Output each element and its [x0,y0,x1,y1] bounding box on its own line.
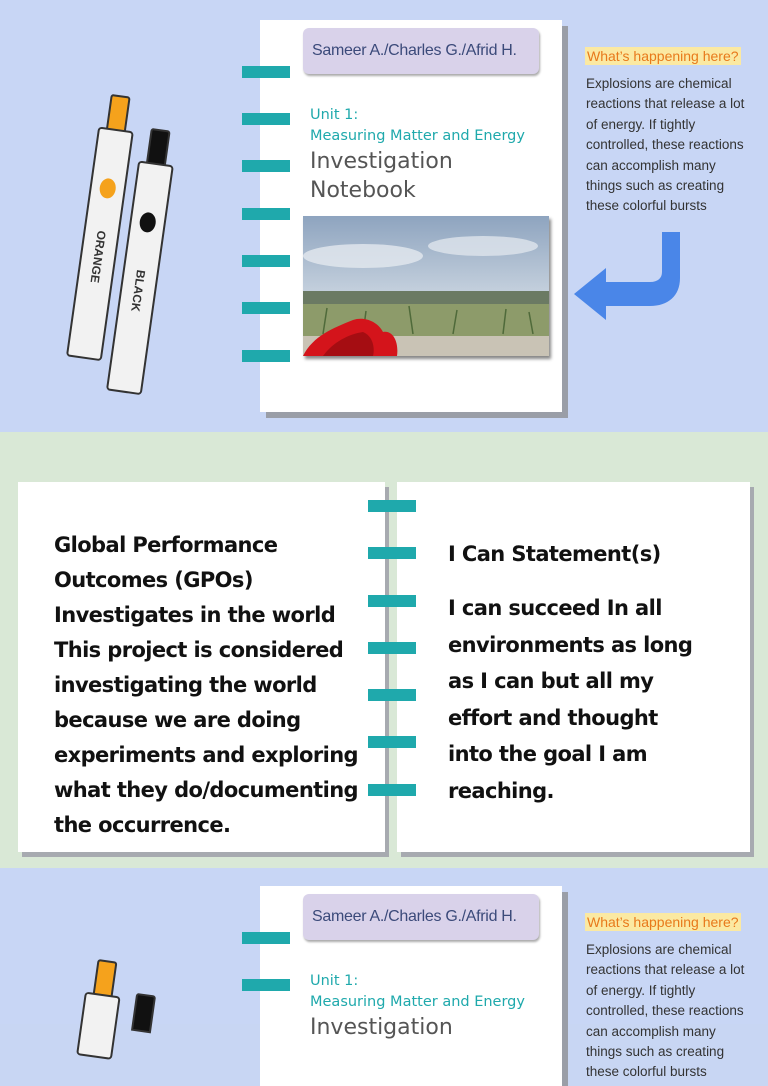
gpo-line: investigating the world [54,673,317,697]
ican-line: I can succeed In all [448,596,662,620]
whats-happening-heading: What’s happening here? [587,48,739,64]
spiral-ring [242,208,290,220]
spiral-ring [242,979,290,991]
ican-line: reaching. [448,778,554,803]
ican-text [448,590,738,810]
binder-ring [368,642,416,654]
marker-black-tip [131,993,156,1033]
gpo-line: what they do/documenting [54,778,358,802]
gpo-line: experiments and exploring [54,743,358,767]
marker-black-label: BLACK [128,268,148,313]
binder-ring [368,595,416,607]
ican-line: as I can but all my [448,669,654,694]
unit-title: Measuring Matter and Energy [310,128,525,144]
unit-number-repeat: Unit 1: [310,973,359,989]
ican-heading: I Can Statement(s) [448,542,661,566]
whats-happening-text-repeat: Explosions are chemical reactions that release a lot of energy. If tightly controlled, these reactions can accomplish many things such as creating these colorful bursts [586,942,745,1080]
binder-ring [368,736,416,748]
marker-orange-label: ORANGE [87,229,109,284]
marker-black-repeat [116,991,168,1057]
spiral-ring [242,160,290,172]
ican-line: environments as long [448,632,693,657]
spiral-ring [242,66,290,78]
spiral-ring [242,350,290,362]
gpo-line: because we are doing [54,708,301,732]
notebook-title-line2: Notebook [310,178,416,203]
gpo-line: the occurrence. [54,813,231,837]
ican-line: into the goal I am [448,742,647,767]
spiral-ring [242,932,290,944]
photo-image [303,216,549,356]
gpo-line: Outcomes (GPOs) [54,568,253,592]
unit-number: Unit 1: [310,107,359,123]
ican-line: effort and thought [448,705,658,730]
notebook-title-repeat: Investigation [310,1015,453,1040]
gpo-line: Global Performance [54,533,278,557]
spiral-ring [242,255,290,267]
marker-orange-body [76,992,121,1060]
marker-orange-dot [98,177,117,199]
binder-ring [368,784,416,796]
whats-happening-heading-repeat: What’s happening here? [587,914,739,930]
whats-happening-text: Explosions are chemical reactions that release a lot of energy. If tightly controlled, these reactions can accomplish many things such as creating these colorful bursts [586,76,745,214]
notebook-title-line1: Investigation [310,149,453,174]
gpo-line: This project is considered [54,638,344,662]
authors-tab: Sameer A./Charles G./Afrid H. [303,28,539,74]
binder-ring [368,547,416,559]
spiral-ring [242,302,290,314]
gpo-line: Investigates in the world [54,603,336,627]
explosion-photo [303,216,549,356]
marker-black-dot [138,211,157,233]
binder-ring [368,500,416,512]
spiral-ring [242,113,290,125]
gpo-text [54,528,374,843]
curved-arrow-left-icon [570,230,690,320]
unit-title-repeat: Measuring Matter and Energy [310,994,525,1010]
authors-tab-repeat: Sameer A./Charles G./Afrid H. [303,894,539,940]
binder-ring [368,689,416,701]
